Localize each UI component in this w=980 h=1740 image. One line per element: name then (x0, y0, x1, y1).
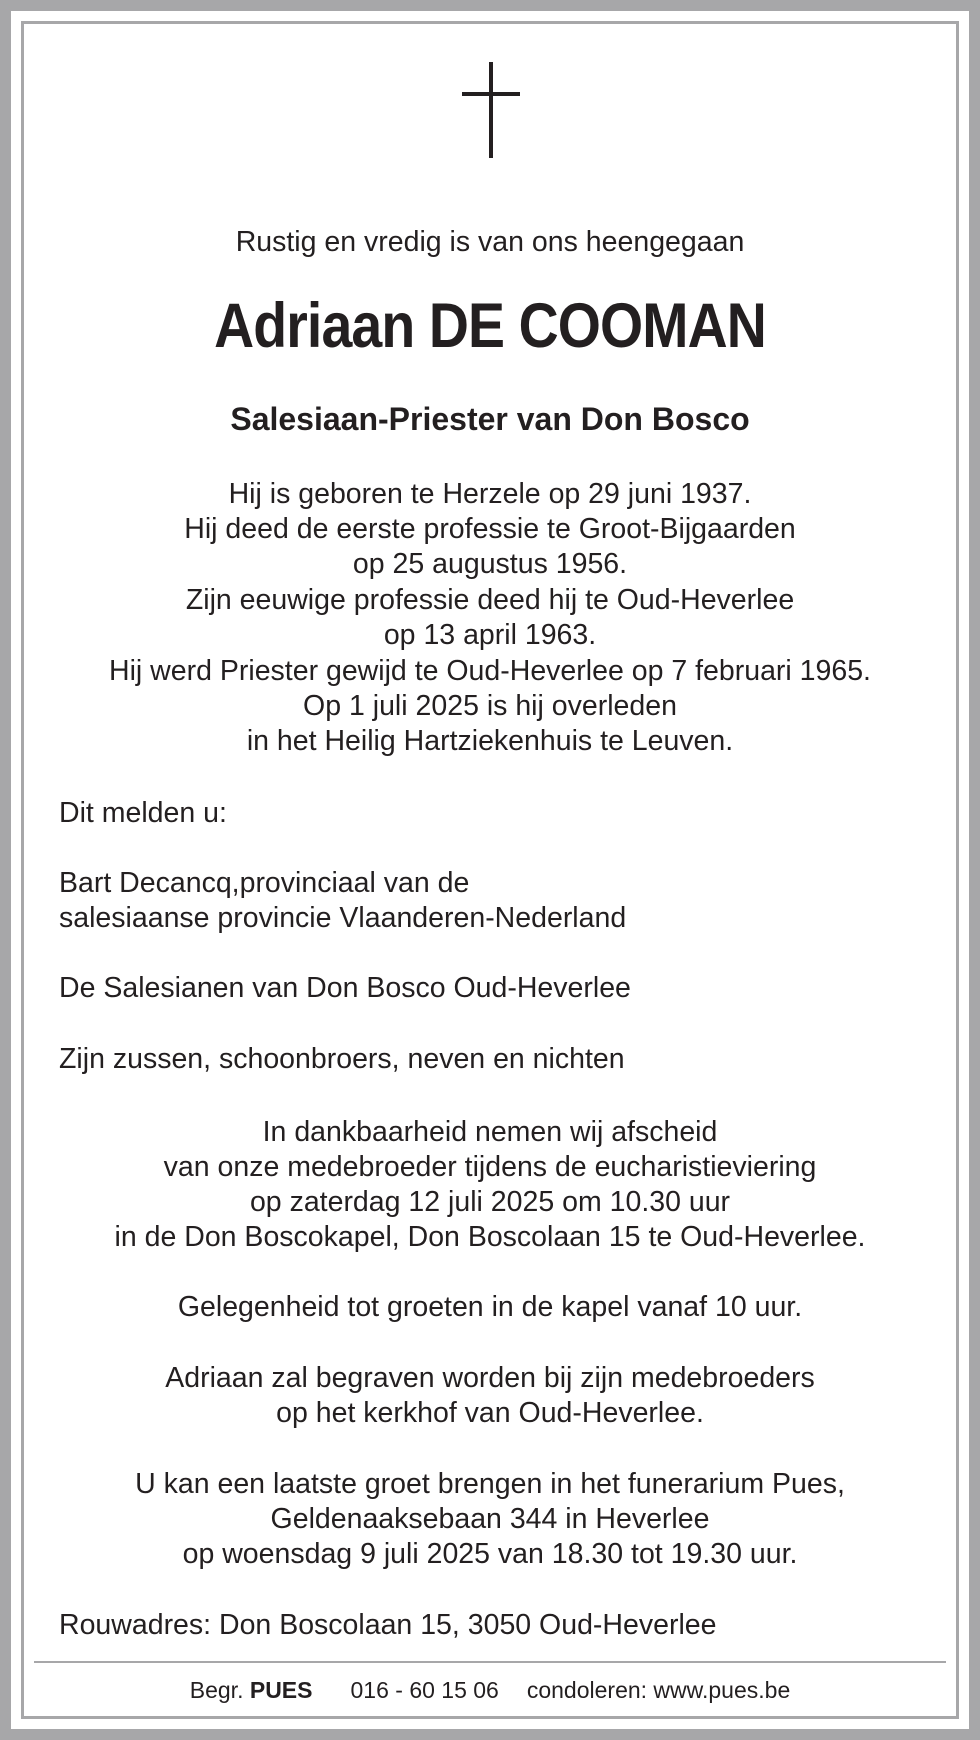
footer-begr-label: Begr. (189, 1677, 244, 1703)
funerarium-line: Geldenaaksebaan 344 in Heverlee (270, 1503, 710, 1535)
deceased-title: Salesiaan-Priester van Don Bosco (230, 401, 750, 437)
footer-phone: 016 - 60 15 06 (350, 1677, 499, 1703)
ceremony-line: in de Don Boscokapel, Don Boscolaan 15 te Oud-Heverlee. (114, 1221, 866, 1253)
intro-text: Rustig en vredig is van ons heengegaan (235, 226, 745, 258)
footer-condolence-link[interactable]: condoleren: www.pues.be (526, 1677, 791, 1703)
burial-line: op het kerkhof van Oud-Heverlee. (276, 1397, 704, 1429)
announcer-line: salesiaanse provincie Vlaanderen-Nederland (59, 902, 627, 934)
burial-line: Adriaan zal begraven worden bij zijn medebroeders (165, 1362, 815, 1394)
greeting-line: Gelegenheid tot groeten in de kapel vanaf 10 uur. (177, 1291, 803, 1323)
ceremony-line: op zaterdag 12 juli 2025 om 10.30 uur (249, 1186, 731, 1218)
announcer-line: De Salesianen van Don Bosco Oud-Heverlee (59, 972, 631, 1004)
biography-line: Hij deed de eerste professie te Groot-Bijgaarden (184, 513, 796, 545)
footer-company: PUES (249, 1677, 313, 1703)
biography-line: op 13 april 1963. (383, 619, 597, 651)
mourning-address: Rouwadres: Don Boscolaan 15, 3050 Oud-Heverlee (59, 1609, 717, 1641)
biography-line: Hij is geboren te Herzele op 29 juni 1937. (228, 478, 752, 510)
announcer-line: Zijn zussen, schoonbroers, neven en nichten (59, 1043, 625, 1075)
ceremony-line: van onze medebroeder tijdens de eucharistieviering (163, 1151, 817, 1183)
biography-line: in het Heilig Hartziekenhuis te Leuven. (246, 725, 734, 757)
footer (34, 1676, 946, 1704)
funerarium-line: op woensdag 9 juli 2025 van 18.30 tot 19.30 uur. (182, 1538, 798, 1570)
biography-line: Zijn eeuwige professie deed hij te Oud-Heverlee (185, 584, 795, 616)
footer-divider (34, 1661, 946, 1663)
biography-line: Hij werd Priester gewijd te Oud-Heverlee op 7 februari 1965. (109, 655, 871, 687)
deceased-name: Adriaan DE COOMAN (214, 291, 766, 361)
announcer-line: Bart Decancq,provinciaal van de (59, 867, 470, 899)
funerarium-line: U kan een laatste groet brengen in het funerarium Pues, (135, 1468, 845, 1500)
biography-line: Op 1 juli 2025 is hij overleden (303, 690, 677, 722)
biography-line: op 25 augustus 1956. (352, 548, 628, 580)
ceremony-line: In dankbaarheid nemen wij afscheid (262, 1116, 718, 1148)
announcers-intro: Dit melden u: (59, 797, 227, 829)
cross-icon (462, 62, 520, 158)
